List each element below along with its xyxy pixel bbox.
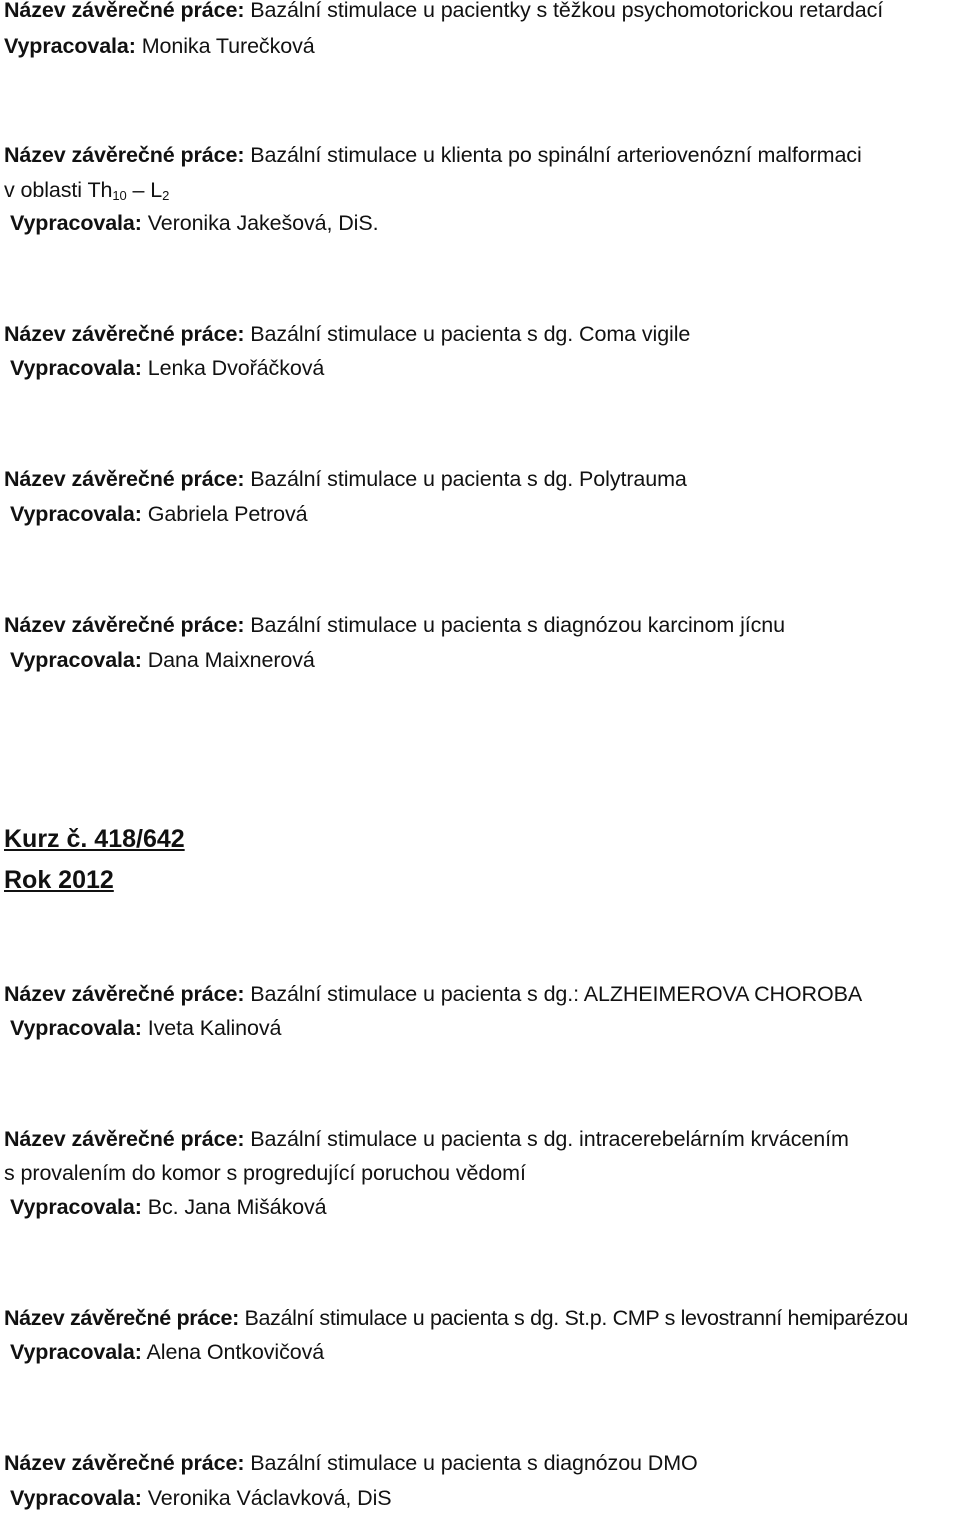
author-line [10, 1338, 324, 1366]
thesis-title-label: Název závěrečné práce: [4, 982, 245, 1006]
author-label: Vypracovala: [10, 502, 142, 526]
subscript: 10 [112, 188, 127, 203]
thesis-title: Bazální stimulace u pacientky s těžkou psychomotorickou retardací [250, 0, 884, 22]
author-label: Vypracovala: [10, 211, 142, 235]
thesis-title-label: Název závěrečné práce: [4, 613, 245, 637]
thesis-title-label: Název závěrečné práce: [4, 1451, 245, 1475]
author-line [10, 1484, 392, 1512]
author-label: Vypracovala: [10, 1016, 142, 1040]
thesis-title-label: Název závěrečné práce: [4, 1306, 239, 1330]
author-label: Vypracovala: [10, 1195, 142, 1219]
author-name: Lenka Dvořáčková [147, 356, 325, 380]
author-name: Monika Turečková [141, 34, 315, 58]
year-heading: Rok 2012 [4, 866, 114, 894]
thesis-title-continuation: v oblasti $Th_{10} - L_2$ [4, 178, 170, 203]
thesis-title-line [4, 141, 862, 169]
author-name: Bc. Jana Mišáková [147, 1195, 327, 1219]
thesis-title: Bazální stimulace u pacienta s dg. Coma vigile [250, 322, 691, 346]
author-label: Vypracovala: [10, 648, 142, 672]
author-name: Veronika Václavková, DiS [147, 1486, 392, 1510]
author-name: Iveta Kalinová [147, 1016, 282, 1040]
thesis-title-label: Název závěrečné práce: [4, 1127, 245, 1151]
thesis-title-line [4, 1304, 908, 1332]
thesis-title-line [4, 1125, 849, 1153]
author-line [4, 32, 315, 60]
author-line [10, 1014, 281, 1042]
thesis-title: Bazální stimulace u pacienta s dg. intracerebelárním krvácením [250, 1127, 849, 1151]
thesis-title-line [4, 611, 785, 639]
thesis-title-line [4, 465, 687, 493]
author-line [10, 646, 315, 674]
author-label: Vypracovala: [10, 356, 142, 380]
thesis-title-line [4, 0, 883, 24]
thesis-title: Bazální stimulace u pacienta s diagnózou DMO [250, 1451, 698, 1475]
author-name: Dana Maixnerová [147, 648, 315, 672]
thesis-title-line [4, 320, 690, 348]
author-line [10, 1193, 326, 1221]
thesis-title-label: Název závěrečné práce: [4, 143, 245, 167]
author-name: Alena Ontkovičová [146, 1340, 325, 1364]
thesis-title: Bazální stimulace u pacienta s dg. St.p. CMP s levostranní hemiparézou [244, 1306, 909, 1330]
thesis-title-line [4, 1449, 698, 1477]
author-line [10, 500, 307, 528]
thesis-title: Bazální stimulace u pacienta s dg.: ALZHEIMEROVA CHOROBA [250, 982, 863, 1006]
author-line [10, 209, 378, 237]
thesis-title-label: Název závěrečné práce: [4, 322, 245, 346]
author-name: Veronika Jakešová, DiS. [147, 211, 379, 235]
author-line [10, 354, 324, 382]
thesis-title: Bazální stimulace u pacienta s diagnózou karcinom jícnu [250, 613, 785, 637]
thesis-title-line [4, 980, 862, 1008]
author-label: Vypracovala: [10, 1340, 142, 1364]
subscript: 2 [162, 188, 170, 203]
author-name: Gabriela Petrová [147, 502, 308, 526]
thesis-title-label: Název závěrečné práce: [4, 0, 245, 22]
thesis-title-continuation: s provalením do komor s progredující poruchou vědomí [4, 1161, 526, 1185]
author-label: Vypracovala: [10, 1486, 142, 1510]
course-heading: Kurz č. 418/642 [4, 825, 185, 853]
thesis-title-label: Název závěrečné práce: [4, 467, 245, 491]
thesis-title: Bazální stimulace u klienta po spinální arteriovenózní malformaci [250, 143, 862, 167]
thesis-title: Bazální stimulace u pacienta s dg. Polytrauma [250, 467, 687, 491]
author-label: Vypracovala: [4, 34, 136, 58]
